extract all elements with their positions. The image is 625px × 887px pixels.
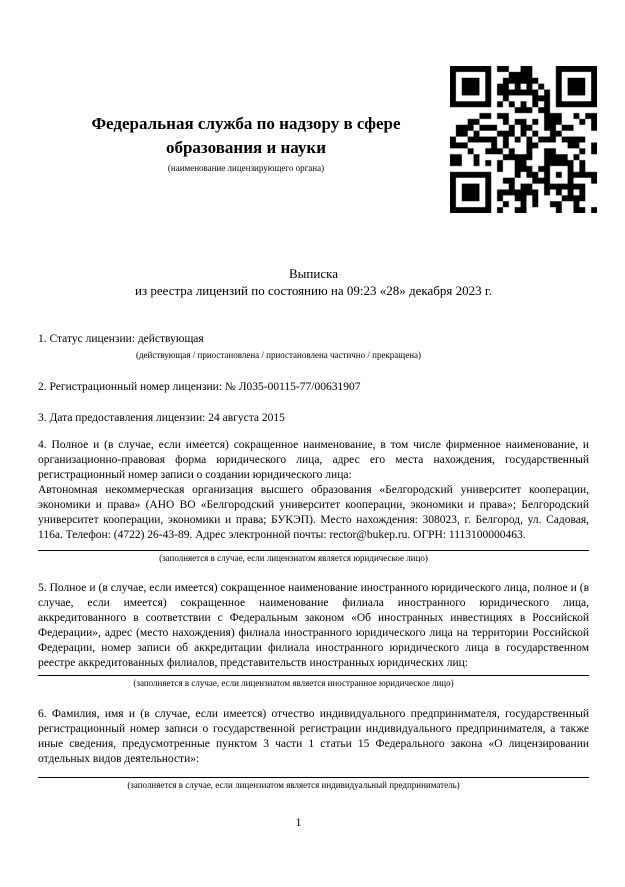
individual-entrepreneur-statutory-text: 6. Фамилия, имя и (в случае, если имеется) отчество индивидуального предпринимателя, государственный регистрационный номер записи о государственной регистрации индивидуального предпринимателя, а также иные сведения, предусмотренные пунктом 3 части 1 статьи 15 Федерального закона «О лицензировании отдельных видов деятельности»: (38, 708, 589, 765)
document-title-line1: Выписка (289, 266, 338, 281)
fill-line (38, 550, 589, 551)
grant-date-text: 3. Дата предоставления лицензии: 24 августа 2015 (38, 412, 285, 424)
section-registration-number (38, 380, 589, 395)
section-grant-date (38, 411, 589, 426)
document-title-line2: из реестра лицензий по состоянию на 09:23 «28» декабря 2023 г. (134, 283, 493, 298)
section-license-status (38, 332, 589, 361)
license-status-options-caption: (действующая / приостановлена / приостановлена частично / прекращена) (135, 350, 422, 360)
qr-code-icon (450, 66, 597, 213)
document-body (38, 332, 589, 830)
issuing-authority-line1: Федеральная служба по надзору в сфере (91, 114, 401, 133)
registration-number-text: 2. Регистрационный номер лицензии: № Л035-00115-77/00631907 (38, 381, 361, 393)
individual-entrepreneur-caption: (заполняется в случае, если лицензиатом является индивидуальный предприниматель) (127, 780, 460, 790)
section-individual-entrepreneur (38, 707, 589, 791)
page-number: 1 (295, 815, 302, 829)
issuing-authority-line2: образования и науки (165, 138, 327, 157)
legal-entity-caption: (заполняется в случае, если лицензиатом является юридическое лицо) (159, 553, 428, 563)
issuing-authority-name (40, 112, 452, 160)
section-foreign-entity (38, 581, 589, 689)
legal-entity-statutory-text: 4. Полное и (в случае, если имеется) сокращенное наименование, в том числе фирменное наименование, и организационно-правовая форма юридического лица, адрес его места нахождения, государственный регистрационный номер записи о создании юридического лица: (38, 439, 589, 481)
document-title (38, 265, 589, 299)
fill-line (38, 675, 589, 676)
foreign-entity-caption: (заполняется в случае, если лицензиатом является иностранное юридическое лицо) (133, 678, 454, 688)
qr-code-image (450, 66, 597, 213)
foreign-entity-statutory-text: 5. Полное и (в случае, если имеется) сокращенное наименование иностранного юридического лица, полное и (в случае, если имеется) сокращенное наименование филиала иностранного юридического лица, аккредитованного в соответствии с Федеральным законом «Об иностранных инвестициях в Российской Федерации», адрес (место нахождения) филиала иностранного юридического лица на территории Российской Федерации, номер записи об аккредитации филиала иностранного юридического лица в государственном реестре аккредитованных филиалов, представительств иностранных юридических лиц: (38, 582, 589, 669)
issuing-authority-caption: (наименование лицензирующего органа) (167, 163, 325, 173)
issuing-authority-header (40, 112, 452, 174)
legal-entity-value: Автономная некоммерческая организация высшего образования «Белгородский университет кооперации, экономики и права» (АНО ВО «Белгородский университет кооперации, экономики и права»; Белгородский университет кооперации, экономики и права; БУКЭП). Место нахождения: 308023, г. Белгород, ул. Садовая, 116а. Телефон: (4722) 26-43-89. Адрес электронной почты: rector@bukep.ru. ОГРН: 1113100000463. (38, 484, 589, 541)
fill-line (38, 777, 589, 778)
section-legal-entity (38, 438, 589, 564)
license-status-text: 1. Статус лицензии: действующая (38, 333, 204, 345)
